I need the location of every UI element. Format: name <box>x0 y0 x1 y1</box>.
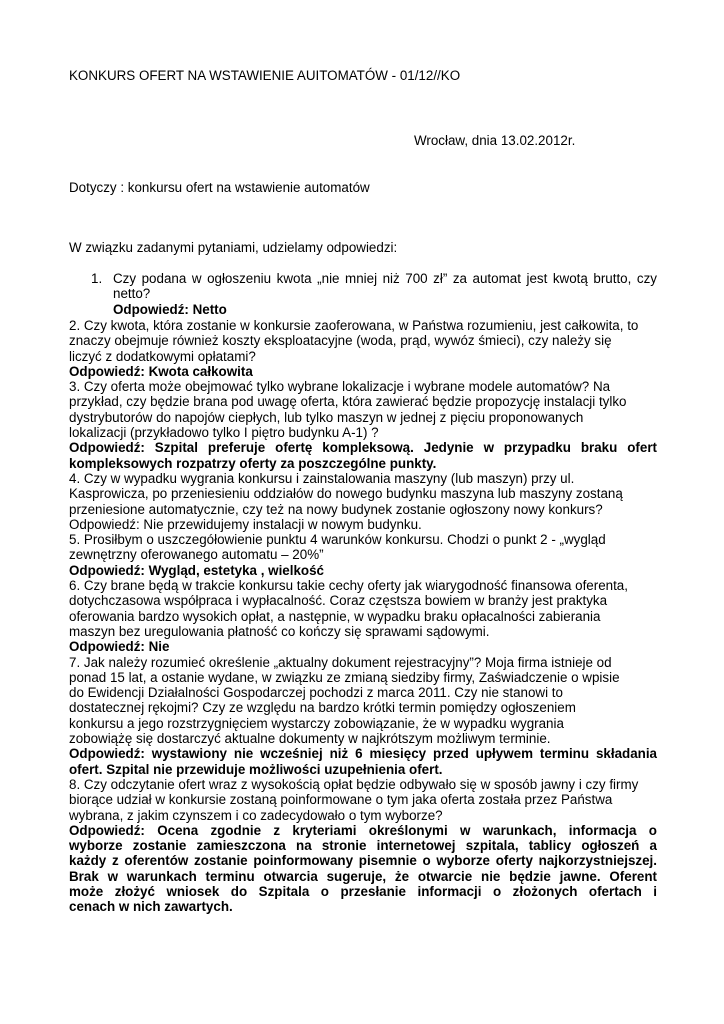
text-line: ponad 15 lat, a ostanie wydane, w związku ze zmianą siedziby firmy, Zaświadczenie o wpisie <box>69 669 620 685</box>
answer-line: Odpowiedź: Nie przewidujemy instalacji w nowym budynku. <box>69 516 422 532</box>
answer-line: Odpowiedź: Ocena zgodnie z kryteriami określonymi w warunkach, informacja o <box>69 822 657 838</box>
answer-line: każdy z oferentów zostanie poinformowany pisemnie o wyborze oferty najkorzystniejszej. <box>69 853 657 869</box>
text-line: dotychczasowa współpraca i wypłacalność. Coraz częstsza bowiem w branży jest praktyka <box>69 593 608 609</box>
text-line <box>69 271 657 286</box>
text-line: zewnętrzny oferowanego automatu – 20%” <box>69 547 324 563</box>
text-line: netto? <box>113 286 151 302</box>
text-line: biorące udział w konkursie zostaną poinformowane o tym jaka oferta została przez Państwa <box>69 792 613 808</box>
text-line: Kasprowicza, po przeniesieniu oddziałów do nowego budynku maszyna lub maszyny zostaną <box>69 486 623 502</box>
text-line: do Ewidencji Działalności Gospodarczej pochodzi z marca 2011. Czy nie stanowi to <box>69 685 563 701</box>
answer-line: cenach w nich zawartych. <box>69 899 233 915</box>
text-line: 3. Czy oferta może obejmować tylko wybrane lokalizacje i wybrane modele automatów? Na <box>69 379 611 395</box>
text-line: 8. Czy odczytanie ofert wraz z wysokością opłat będzie odbywało się w sposób jawny i czy firmy <box>69 776 639 792</box>
answer-line: kompleksowych rozpatrzy oferty za poszczególne punkty. <box>69 455 437 471</box>
text-line: dystrybutorów do napojów ciepłych, lub tylko maszyn w jednej z pięciu proponowanych <box>69 409 584 425</box>
text-line: dostatecznej rękojmi? Czy ze względu na bardzo krótki termin pomiędzy ogłoszeniem <box>69 700 576 716</box>
text-line: 6. Czy brane będą w trakcie konkursu takie cechy oferty jak wiarygodność finansowa oferenta, <box>69 578 628 594</box>
qa-body <box>69 318 657 915</box>
line-text: Czy podana w ogłoszeniu kwota „nie mniej niż 700 zł” za automat jest kwotą brutto, czy <box>113 271 657 286</box>
text-line: liczyć z dodatkowymi opłatami? <box>69 348 256 364</box>
question-1 <box>69 271 657 317</box>
answer-line: może złożyć wniosek do Szpitala o przesłanie informacji o złożonych ofertach i <box>69 883 657 899</box>
text-line: 4. Czy w wypadku wygrania konkursu i zainstalowania maszyny (lub maszyn) przy ul. <box>69 470 575 486</box>
list-number: 1. <box>91 271 103 286</box>
text-line: 7. Jak należy rozumieć określenie „aktualny dokument rejestracyjny”? Moja firma istnieje od <box>69 654 612 670</box>
date-line: Wrocław, dnia 13.02.2012r. <box>414 133 576 148</box>
intro-line: W związku zadanymi pytaniami, udzielamy odpowiedzi: <box>69 240 398 255</box>
document-title: KONKURS OFERT NA WSTAWIENIE AUITOMATÓW - 01/12//KO <box>69 68 461 83</box>
answer-line: Odpowiedź: Kwota całkowita <box>69 363 253 379</box>
text-line: lokalizacji (przykładowo tylko I piętro budynku A-1) ? <box>69 425 379 441</box>
answer-line: Brak w warunkach terminu otwarcia sugeruje, że otwarcie nie będzie jawne. Oferent <box>69 868 657 884</box>
answer-line: Odpowiedź: Nie <box>69 639 170 655</box>
text-line: oferowania bardzo wysokich opłat, a następnie, w wypadku braku opłacalności zabierania <box>69 608 601 624</box>
answer-line: ofert. Szpital nie przewiduje możliwości uzupełnienia ofert. <box>69 761 443 777</box>
text-line: 2. Czy kwota, która zostanie w konkursie zaoferowana, w Państwa rozumieniu, jest całkowita, to <box>69 318 639 333</box>
answer-line: Odpowiedź: Wygląd, estetyka , wielkość <box>69 562 324 578</box>
answer-line: wyborze zostanie zamieszczona na stronie internetowej szpitala, tablicy ogłoszeń a <box>69 838 657 854</box>
text-line: konkursu a jego rozstrzygnięciem wystarczy zobowiązanie, że w wypadku wygrania <box>69 715 564 731</box>
answer-line: Odpowiedź: Szpital preferuje ofertę kompleksową. Jedynie w przypadku braku ofert <box>69 440 657 456</box>
text-line: znaczy obejmuje również koszty eksploatacyjne (woda, prąd, wywóz śmieci), czy należy się <box>69 333 612 349</box>
text-line: wybrana, z jakim czynszem i co zadecydowało o tym wyborze? <box>69 807 443 823</box>
answer-line: Odpowiedź: wystawiony nie wcześniej niż 6 miesięcy przed upływem terminu składania <box>69 746 657 762</box>
subject-line: Dotyczy : konkursu ofert na wstawienie automatów <box>69 180 370 195</box>
text-line: zobowiążę się dostarczyć aktualne dokumenty w najkrótszym możliwym terminie. <box>69 731 551 747</box>
text-line: przykład, czy będzie brana pod uwagę oferta, która zawierać będzie propozycję instalacji tylko <box>69 394 627 410</box>
text-line: 5. Prosiłbym o uszczegółowienie punktu 4 warunków konkursu. Chodzi o punkt 2 - „wygląd <box>69 532 606 548</box>
answer-line: Odpowiedź: Netto <box>113 301 227 317</box>
text-line: maszyn bez uregulowania płatność co kończy się sprawami sądowymi. <box>69 623 490 639</box>
text-line: przeniesione automatycznie, czy też na nowy budynek zostanie ogłoszony nowy konkurs? <box>69 501 603 517</box>
